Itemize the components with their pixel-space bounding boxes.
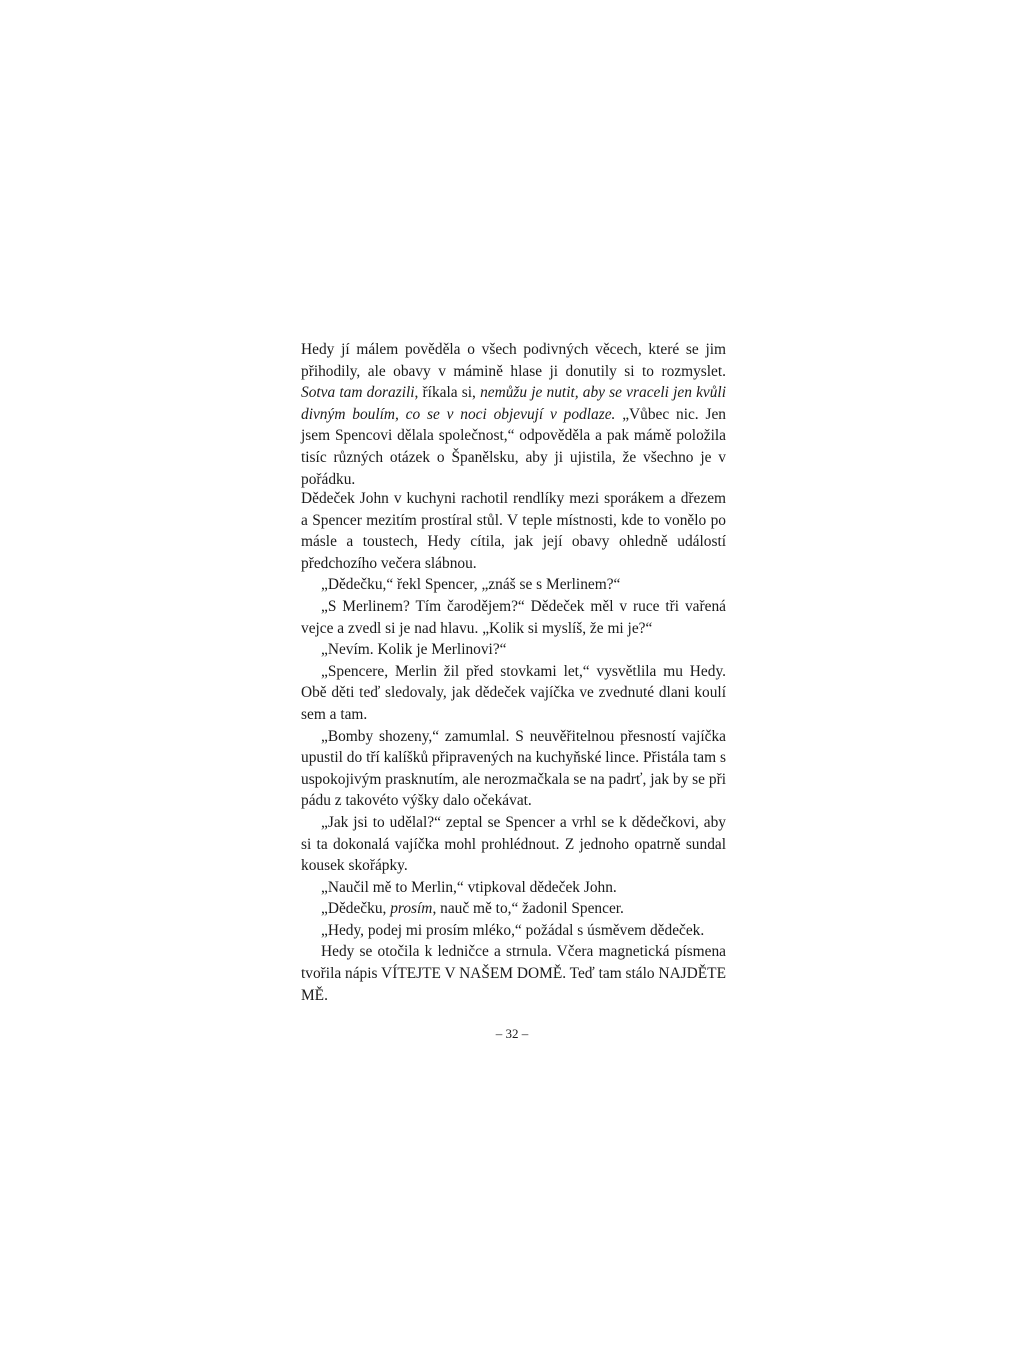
paragraph xyxy=(301,726,726,812)
paragraph xyxy=(301,877,726,899)
text-run: „Naučil mě to Merlin,“ vtipkoval dědeček John. xyxy=(321,878,617,896)
text-run: „Spencere, Merlin žil před stovkami let,“ vysvětlila mu Hedy. Obě děti teď sledovaly, jak dědeček vajíčka ve zvednuté dlani koulí sem a tam. xyxy=(301,662,726,723)
paragraph xyxy=(301,639,726,661)
second-text-section xyxy=(301,488,726,1006)
text-run: Hedy jí málem pověděla o všech podivných věcech, které se jim přihodily, ale obavy v mámině hlase ji donutily si to rozmyslet. xyxy=(301,341,726,380)
paragraph xyxy=(301,920,726,942)
paragraph xyxy=(301,941,726,1006)
paragraph xyxy=(301,661,726,726)
text-run: „S Merlinem? Tím čarodějem?“ Dědeček měl v ruce tři vařená vejce a zvedl si je nad hlavu. „Kolik si myslíš, že mi je?“ xyxy=(301,597,726,637)
text-run: , nauč mě to,“ žadonil Spencer. xyxy=(432,900,624,918)
italic-text-run: prosím xyxy=(390,900,433,918)
text-run: „Bomby shozeny,“ zamumlal. S neuvěřitelnou přesností vajíčka upustil do tří kalíšků připravených na kuchyňské lince. Přistála tam s uspokojivým prasknutím, ale nerozmačkala se na padrť, jak by se při pádu z takovéto výšky dalo očekávat. xyxy=(301,727,726,810)
text-run: , říkala si, xyxy=(414,384,481,402)
italic-text-run: nemůžu je nutit, aby se vraceli jen kvůli divným boulím, co se v noci objevují v podlaze. xyxy=(301,384,726,423)
text-run: „Nevím. Kolik je Merlinovi?“ xyxy=(321,641,507,659)
text-run: „Jak jsi to udělal?“ zeptal se Spencer a vrhl se k dědečkovi, aby si ta dokonalá vajíčka mohl prohlédnout. Z jednoho opatrně sundal kousek skořápky. xyxy=(301,813,726,875)
text-run: „Hedy, podej mi prosím mléko,“ požádal s úsměvem dědeček. xyxy=(321,921,705,939)
text-run: „Dědečku,“ řekl Spencer, „znáš se s Merlinem?“ xyxy=(321,576,621,594)
paragraph xyxy=(301,488,726,574)
paragraph xyxy=(301,596,726,639)
paragraph xyxy=(301,812,726,877)
italic-text-run: Sotva tam dorazili xyxy=(301,384,415,402)
paragraph xyxy=(301,574,726,596)
paragraph-1 xyxy=(301,339,726,490)
page-number: – 32 – xyxy=(495,1026,529,1041)
text-run: Hedy se otočila k ledničce a strnula. Včera magnetická písmena tvořila nápis VÍTEJTE V NAŠEM DOMĚ. Teď tam stálo NAJDĚTE MĚ. xyxy=(301,943,726,1004)
text-run: Dědeček John v kuchyni rachotil rendlíky mezi sporákem a dřezem a Spencer mezitím prostíral stůl. V teple místnosti, kde to vonělo po másle a toustech, Hedy cítila, jak její obavy ohledně událostí předchozího večera slábnou. xyxy=(301,490,726,572)
first-text-section xyxy=(301,339,726,490)
paragraph xyxy=(301,898,726,920)
text-run: „Vůbec nic. Jen jsem Spencovi dělala společnost,“ odpověděla a pak mámě položila tisíc různých otázek o Španělsku, aby ji ujistila, že všechno je v pořádku. xyxy=(301,405,726,488)
text-run: „Dědečku, xyxy=(321,900,391,918)
